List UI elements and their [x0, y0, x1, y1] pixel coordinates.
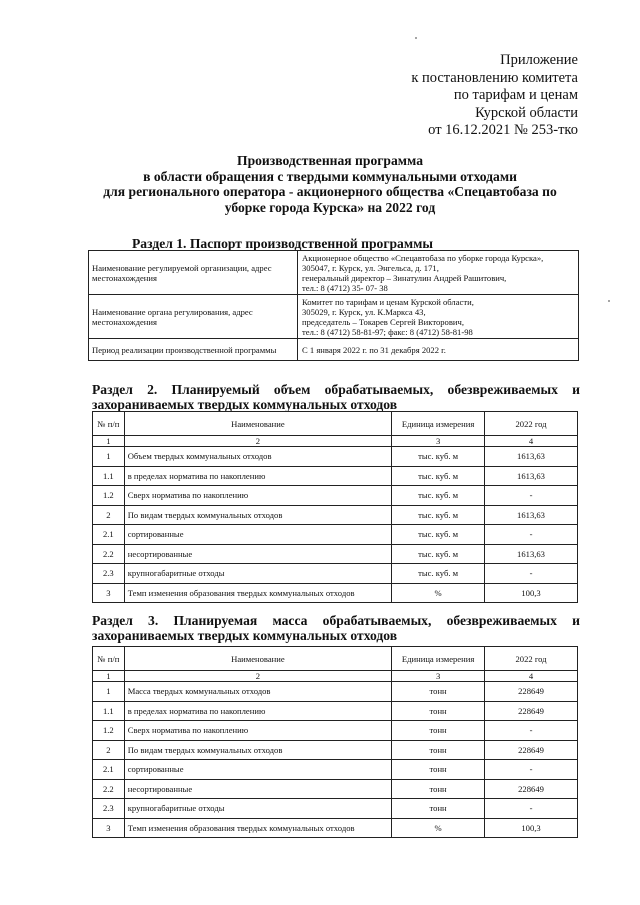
row-unit: тонн [392, 701, 485, 721]
passport-label: Наименование органа регулирования, адрес местонахождения [89, 295, 298, 339]
column-header: 2022 год [485, 412, 578, 436]
row-unit: тыс. куб. м [392, 466, 485, 486]
table-row [89, 251, 579, 295]
column-header: 2022 год [485, 647, 578, 671]
row-unit: тонн [392, 779, 485, 799]
scan-speck [415, 37, 417, 39]
column-number: 1 [93, 436, 125, 447]
row-name: Объем твердых коммунальных отходов [124, 447, 391, 467]
row-value: 100,3 [485, 818, 578, 838]
value-line: тел.: 8 (4712) 58-81-97; факс: 8 (4712) 58-81-98 [302, 326, 473, 337]
column-number: 3 [392, 671, 485, 682]
row-name: в пределах норматива по накоплению [124, 701, 391, 721]
row-unit: тыс. куб. м [392, 505, 485, 525]
row-value: - [485, 721, 578, 741]
row-name: Темп изменения образования твердых коммунальных отходов [124, 818, 391, 838]
row-number: 2.3 [93, 799, 125, 819]
row-number: 2 [93, 505, 125, 525]
row-number: 3 [93, 818, 125, 838]
row-value: - [485, 564, 578, 584]
appendix-block [411, 52, 578, 140]
row-value: 1613,63 [485, 447, 578, 467]
row-number: 2.2 [93, 779, 125, 799]
row-value: 1613,63 [485, 505, 578, 525]
row-value: 228649 [485, 740, 578, 760]
mass-table [92, 646, 578, 838]
row-value: - [485, 486, 578, 506]
row-number: 2.1 [93, 760, 125, 780]
appendix-line: по тарифам и ценам [453, 87, 578, 103]
row-number: 3 [93, 583, 125, 603]
row-value: 228649 [485, 682, 578, 702]
passport-value [298, 339, 579, 361]
title-line: в области обращения с твердыми коммунальными отходами [143, 168, 517, 184]
row-unit: тонн [392, 721, 485, 741]
table-row [89, 339, 579, 361]
row-unit: тонн [392, 799, 485, 819]
table-row [93, 544, 578, 564]
row-number: 2.1 [93, 525, 125, 545]
table-row [93, 505, 578, 525]
row-value: - [485, 525, 578, 545]
column-number: 1 [93, 671, 125, 682]
column-number: 2 [124, 671, 391, 682]
section2-heading: Раздел 2. Планируемый объем обрабатываемых, обезвреживаемых и захораниваемых твердых коммунальных отходов [92, 382, 580, 412]
appendix-line: Курской области [475, 104, 578, 121]
row-value: - [485, 799, 578, 819]
volume-table [92, 411, 578, 603]
table-row [93, 721, 578, 741]
row-number: 2.3 [93, 564, 125, 584]
column-header: Единица измерения [392, 412, 485, 436]
column-number: 2 [124, 436, 391, 447]
table-row [89, 295, 579, 339]
value-line: Комитет по тарифам и ценам Курской области, [302, 296, 474, 307]
table-row [93, 466, 578, 486]
row-unit: тыс. куб. м [392, 564, 485, 584]
value-line: С 1 января 2022 г. по 31 декабря 2022 г. [302, 344, 446, 355]
value-line: 305047, г. Курск, ул. Энгельса, д. 171, [302, 262, 439, 273]
row-unit: тыс. куб. м [392, 544, 485, 564]
row-unit: тыс. куб. м [392, 447, 485, 467]
value-line: генеральный директор – Зинатулин Андрей Рашитович, [302, 272, 507, 283]
appendix-line: от 16.12.2021 № 253-тко [428, 122, 578, 138]
table-row [93, 682, 578, 702]
column-header: № п/п [93, 412, 125, 436]
row-value: 228649 [485, 701, 578, 721]
row-name: сортированные [124, 525, 391, 545]
row-number: 1.1 [93, 466, 125, 486]
table-header-row [93, 412, 578, 436]
row-value: - [485, 760, 578, 780]
column-header: Наименование [124, 412, 391, 436]
table-row [93, 525, 578, 545]
title-line: для регионального оператора - акционерного общества «Спецавтобаза по [103, 184, 557, 199]
table-header-row [93, 647, 578, 671]
section1-heading: Раздел 1. Паспорт производственной программы [132, 236, 433, 251]
row-number: 1 [93, 447, 125, 467]
row-name: в пределах норматива по накоплению [124, 466, 391, 486]
column-number: 3 [392, 436, 485, 447]
mass-table-body [93, 682, 578, 838]
row-unit: % [392, 818, 485, 838]
row-unit: тонн [392, 760, 485, 780]
row-name: Сверх норматива по накоплению [124, 721, 391, 741]
table-row [93, 818, 578, 838]
row-name: сортированные [124, 760, 391, 780]
table-row [93, 486, 578, 506]
row-value: 228649 [485, 779, 578, 799]
row-name: крупногабаритные отходы [124, 564, 391, 584]
column-number-row [93, 436, 578, 447]
column-header: Единица измерения [392, 647, 485, 671]
table-row [93, 740, 578, 760]
table-row [93, 583, 578, 603]
column-header: Наименование [124, 647, 391, 671]
appendix-line: Приложение [500, 52, 578, 68]
table-row [93, 447, 578, 467]
row-name: несортированные [124, 779, 391, 799]
row-name: Сверх норматива по накоплению [124, 486, 391, 506]
row-number: 1 [93, 682, 125, 702]
row-name: По видам твердых коммунальных отходов [124, 505, 391, 525]
row-value: 100,3 [485, 583, 578, 603]
row-name: несортированные [124, 544, 391, 564]
table-row [93, 779, 578, 799]
section3-heading: Раздел 3. Планируемая масса обрабатываемых, обезвреживаемых и захораниваемых твердых коммунальных отходов [92, 613, 580, 643]
row-unit: тонн [392, 682, 485, 702]
table-row [93, 564, 578, 584]
passport-label: Период реализации производственной программы [89, 339, 298, 361]
row-number: 2.2 [93, 544, 125, 564]
row-number: 1.2 [93, 486, 125, 506]
table-row [93, 799, 578, 819]
row-number: 1.2 [93, 721, 125, 741]
row-name: Темп изменения образования твердых коммунальных отходов [124, 583, 391, 603]
title-line: Производственная программа [237, 153, 423, 168]
passport-value [298, 251, 579, 295]
row-number: 1.1 [93, 701, 125, 721]
value-line: 305029, г. Курск, ул. К.Маркса 43, [302, 306, 426, 317]
row-value: 1613,63 [485, 466, 578, 486]
value-line: тел.: 8 (4712) 35- 07- 38 [302, 282, 388, 293]
scan-speck [608, 300, 610, 302]
row-unit: тыс. куб. м [392, 525, 485, 545]
row-name: крупногабаритные отходы [124, 799, 391, 819]
table-row [93, 701, 578, 721]
passport-label: Наименование регулируемой организации, адрес местонахождения [89, 251, 298, 295]
column-number-row [93, 671, 578, 682]
value-line: председатель – Токарев Сергей Викторович, [302, 316, 464, 327]
row-value: 1613,63 [485, 544, 578, 564]
table-row [93, 760, 578, 780]
volume-table-body [93, 447, 578, 603]
column-number: 4 [485, 671, 578, 682]
document-title [80, 153, 580, 215]
row-unit: % [392, 583, 485, 603]
row-name: По видам твердых коммунальных отходов [124, 740, 391, 760]
row-name: Масса твердых коммунальных отходов [124, 682, 391, 702]
passport-table [88, 250, 579, 361]
column-number: 4 [485, 436, 578, 447]
passport-value [298, 295, 579, 339]
row-unit: тыс. куб. м [392, 486, 485, 506]
row-unit: тонн [392, 740, 485, 760]
title-line: уборке города Курска» на 2022 год [224, 199, 436, 215]
column-header: № п/п [93, 647, 125, 671]
row-number: 2 [93, 740, 125, 760]
value-line: Акционерное общество «Спецавтобаза по уборке города Курска», [302, 252, 544, 263]
appendix-line: к постановлению комитета [411, 69, 578, 86]
